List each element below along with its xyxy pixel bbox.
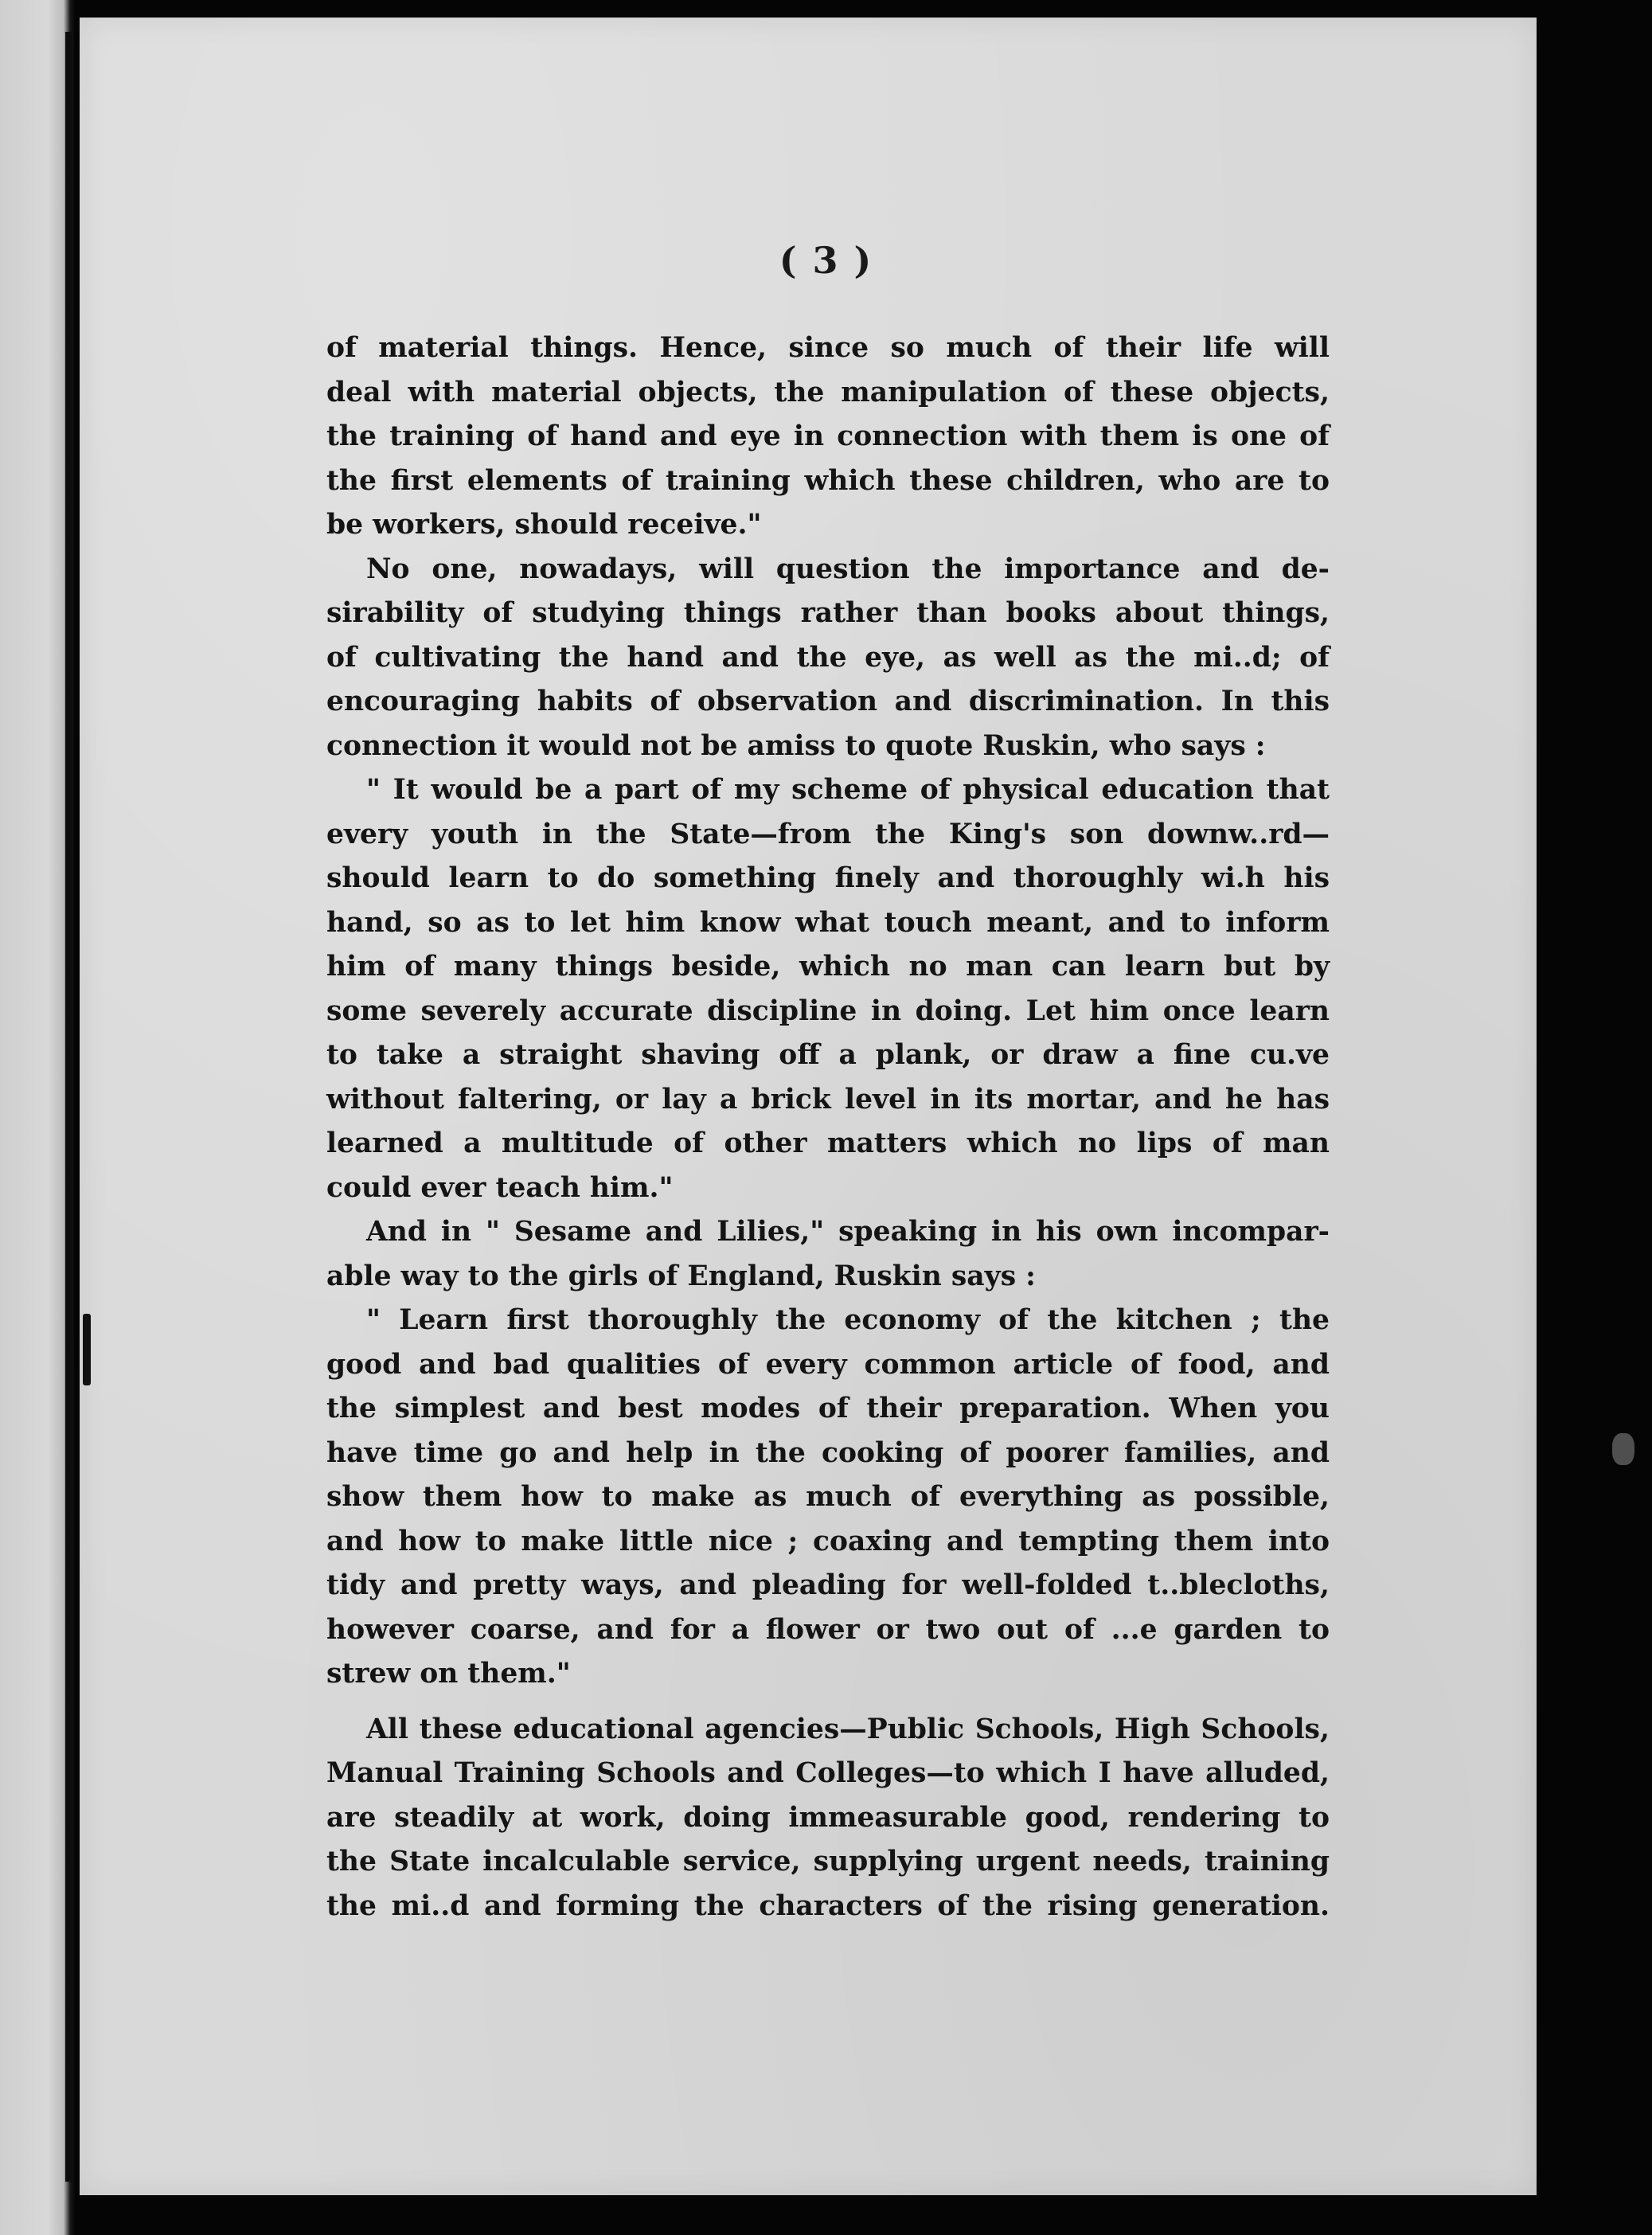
- text-line: however coarse, and for a flower or two out of ...e garden to: [326, 1613, 1330, 1646]
- text-line: sirability of studying things rather than books about things,: [326, 597, 1330, 629]
- text-line: Manual Training Schools and Colleges—to which I have alluded,: [326, 1757, 1330, 1789]
- page-number: ( 3 ): [779, 239, 873, 282]
- text-line: No one, nowadays, will question the importance and de-: [366, 553, 1330, 585]
- body-text: [326, 326, 1330, 1928]
- text-line: deal with material objects, the manipulation of these objects,: [326, 376, 1330, 408]
- margin-mark: [83, 1314, 91, 1385]
- text-line: some severely accurate discipline in doing. Let him once learn: [326, 994, 1330, 1027]
- text-line: to take a straight shaving off a plank, or draw a fine cu.ve: [326, 1039, 1330, 1071]
- text-line: hand, so as to let him know what touch meant, and to inform: [326, 906, 1330, 939]
- paragraph: [326, 1210, 1330, 1299]
- binding-shadow: [65, 32, 72, 2182]
- paragraph: [326, 1299, 1330, 1697]
- scan-artifact: [1612, 1433, 1634, 1465]
- text-line: All these educational agencies—Public Schools, High Schools,: [366, 1713, 1330, 1745]
- text-line: " Learn first thoroughly the economy of the kitchen ; the: [366, 1304, 1330, 1336]
- text-line: strew on them.": [326, 1658, 571, 1690]
- text-line: able way to the girls of England, Ruskin says :: [326, 1260, 1036, 1292]
- text-line: tidy and pretty ways, and pleading for well-folded t..blecloths,: [326, 1569, 1330, 1601]
- text-line: him of many things beside, which no man can learn but by: [326, 951, 1330, 983]
- text-line: every youth in the State—from the King's son downw..rd—: [326, 818, 1330, 850]
- paragraph-gap: [326, 1697, 1330, 1708]
- paragraph: [326, 1708, 1330, 1929]
- paragraph: [326, 548, 1330, 769]
- text-line: " It would be a part of my scheme of physical education that: [366, 774, 1330, 806]
- text-line: good and bad qualities of every common article of food, and: [326, 1348, 1330, 1381]
- text-line: the training of hand and eye in connection with them is one of: [326, 420, 1330, 452]
- text-line: and how to make little nice ; coaxing and tempting them into: [326, 1525, 1330, 1557]
- text-line: without faltering, or lay a brick level in its mortar, and he has: [326, 1083, 1330, 1116]
- text-line: connection it would not be amiss to quote Ruskin, who says :: [326, 729, 1266, 762]
- paragraph: [326, 326, 1330, 548]
- text-line: learned a multitude of other matters which no lips of man: [326, 1127, 1330, 1159]
- text-line: of material things. Hence, since so much of their life will: [326, 332, 1330, 364]
- text-line: should learn to do something finely and thoroughly wi.h his: [326, 862, 1330, 894]
- text-line: the simplest and best modes of their preparation. When you: [326, 1393, 1330, 1424]
- text-line: have time go and help in the cooking of poorer families, and: [326, 1436, 1330, 1469]
- text-line: are steadily at work, doing immeasurable good, rendering to: [326, 1801, 1330, 1834]
- text-line: encouraging habits of observation and discrimination. In this: [326, 686, 1330, 717]
- text-line: the State incalculable service, supplying urgent needs, training: [326, 1846, 1330, 1877]
- text-line: show them how to make as much of everything as possible,: [326, 1481, 1330, 1513]
- text-line: of cultivating the hand and the eye, as well as the mi..d; of: [326, 641, 1330, 674]
- text-line: And in " Sesame and Lilies," speaking in his own incompar-: [366, 1216, 1330, 1248]
- text-line: could ever teach him.": [326, 1171, 674, 1204]
- text-line: the mi..d and forming the characters of the rising generation.: [326, 1889, 1330, 1922]
- text-line: the first elements of training which these children, who are to: [326, 464, 1330, 497]
- text-line: be workers, should receive.": [326, 509, 762, 541]
- paragraph: [326, 768, 1330, 1210]
